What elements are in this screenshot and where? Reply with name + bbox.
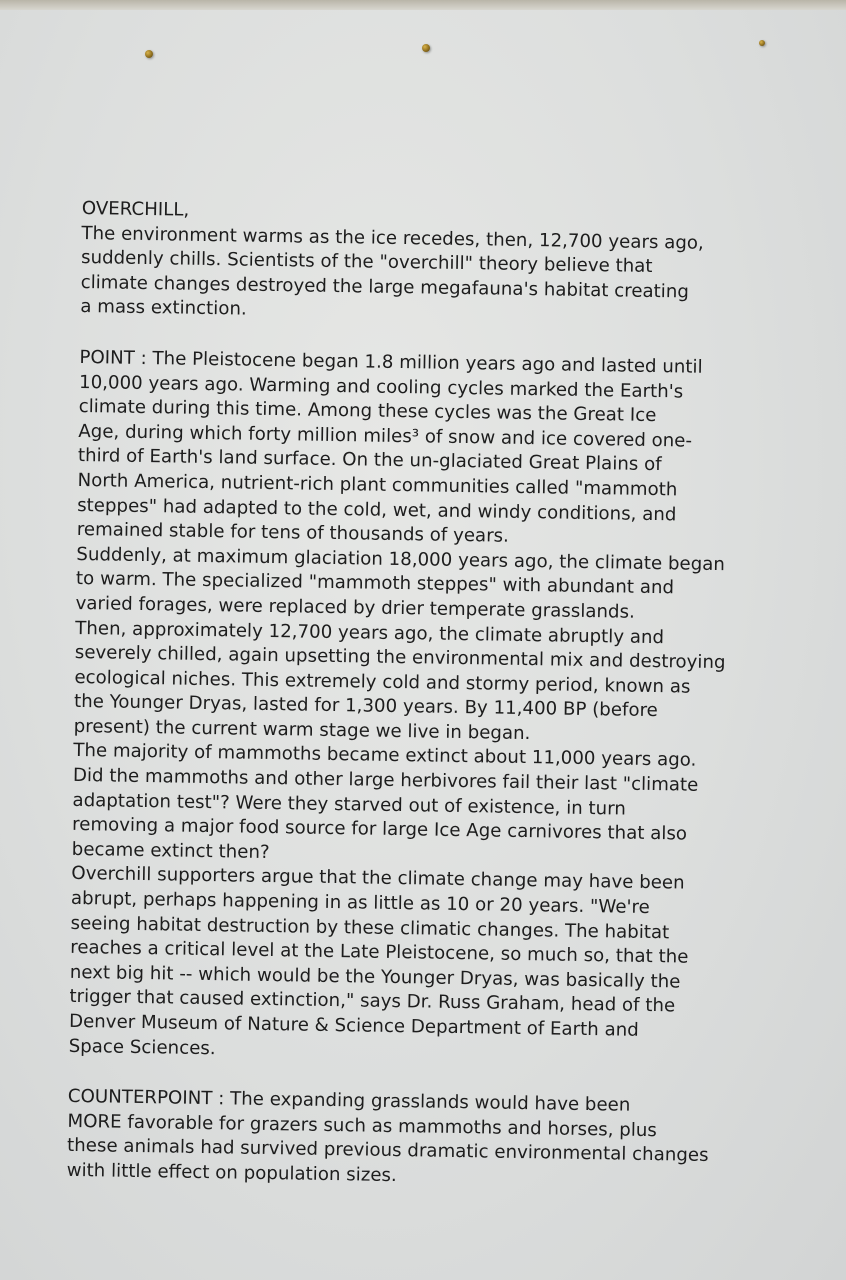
point-section: [68, 346, 769, 1070]
text-line: with little effect on population sizes.: [66, 1159, 397, 1187]
text-line: trigger that caused extinction," says Dr. Russ Graham, head of the: [69, 986, 676, 1017]
text-line: present) the current warm stage we live in began.: [73, 715, 531, 744]
text-line: suddenly chills. Scientists of the "overchill" theory believe that: [80, 247, 653, 278]
text-line: ecological niches. This extremely cold and stormy period, known as: [74, 666, 691, 698]
mounting-pin-center: [422, 44, 430, 52]
text-line: The majority of mammoths became extinct about 11,000 years ago.: [73, 740, 697, 772]
text-line: adaptation test"? Were they starved out of existence, in turn: [72, 789, 627, 820]
text-line: third of Earth's land surface. On the un-glaciated Great Plains of: [77, 445, 662, 476]
text-line: climate changes destroyed the large megafauna's habitat creating: [80, 271, 690, 303]
text-line: Space Sciences.: [68, 1035, 216, 1059]
text-line: a mass extinction.: [80, 296, 247, 320]
text-line: POINT : The Pleistocene began 1.8 million years ago and lasted until: [79, 346, 703, 378]
wall-top-edge: [0, 0, 846, 10]
text-line: MORE favorable for grazers such as mammoths and horses, plus: [67, 1110, 658, 1141]
mounting-pin-right: [759, 40, 765, 46]
text-line: Did the mammoths and other large herbivores fail their last "climate: [72, 764, 699, 796]
text-line: North America, nutrient-rich plant communities called "mammoth: [77, 469, 678, 501]
text-line: remained stable for tens of thousands of years.: [76, 519, 510, 547]
counterpoint-section: [67, 1085, 758, 1194]
text-line: next big hit -- which would be the Younger Dryas, was basically the: [69, 961, 681, 993]
text-line: to warm. The specialized "mammoth steppes" with abundant and: [75, 568, 675, 599]
text-line: varied forages, were replaced by drier temperate grasslands.: [75, 592, 635, 623]
intro-paragraph: [80, 222, 771, 331]
text-line: Denver Museum of Nature & Science Department of Earth and: [68, 1010, 639, 1041]
text-line: Suddenly, at maximum glaciation 18,000 years ago, the climate began: [76, 543, 726, 575]
text-line: seeing habitat destruction by these climatic changes. The habitat: [70, 912, 670, 943]
sign-text: [67, 197, 772, 1194]
text-line: Then, approximately 12,700 years ago, the climate abruptly and: [75, 617, 665, 648]
text-line: removing a major food source for large Ice Age carnivores that also: [71, 814, 688, 845]
text-line: The environment warms as the ice recedes, then, 12,700 years ago,: [81, 222, 704, 254]
text-line: severely chilled, again upsetting the environmental mix and destroying: [74, 642, 726, 674]
text-line: abrupt, perhaps happening in as little as 10 or 20 years. "We're: [70, 887, 650, 919]
mounting-pin-left: [145, 50, 153, 58]
text-line: Age, during which forty million miles³ of snow and ice covered one-: [78, 420, 693, 452]
text-line: climate during this time. Among these cycles was the Great Ice: [78, 396, 657, 427]
text-line: the Younger Dryas, lasted for 1,300 years. By 11,400 BP (before: [73, 691, 658, 722]
text-line: reaches a critical level at the Late Pleistocene, so much so, that the: [70, 937, 689, 968]
sign-title: OVERCHILL,: [81, 197, 190, 221]
text-line: COUNTERPOINT : The expanding grasslands would have been: [67, 1086, 631, 1116]
text-line: these animals had survived previous dramatic environmental changes: [66, 1135, 709, 1167]
text-line: 10,000 years ago. Warming and cooling cycles marked the Earth's: [78, 371, 684, 403]
text-line: steppes" had adapted to the cold, wet, and windy conditions, and: [76, 494, 677, 525]
text-line: became extinct then?: [71, 838, 270, 863]
text-line: Overchill supporters argue that the climate change may have been: [71, 863, 685, 894]
